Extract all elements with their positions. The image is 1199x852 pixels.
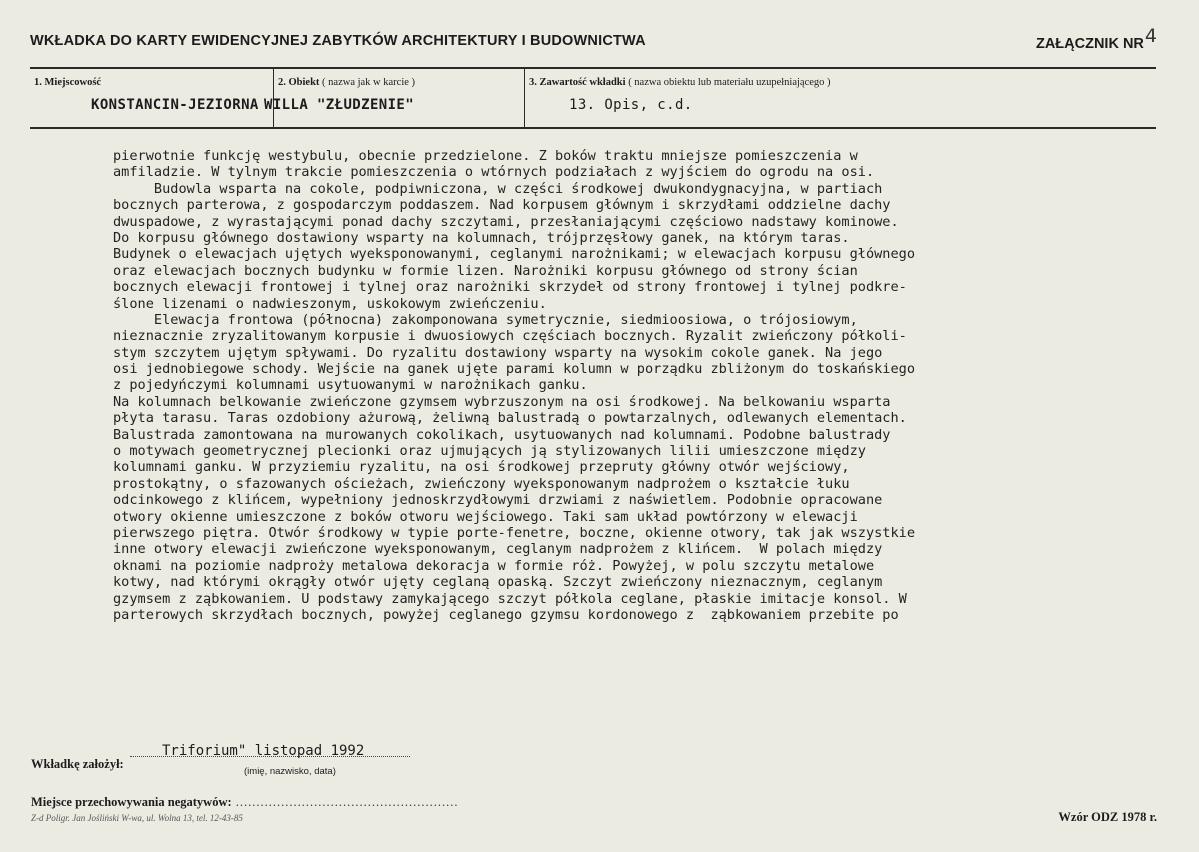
body-line: bocznych elewacji frontowej i tylnej oraz narożniki skrzydeł od strony frontowej i tylnej podkre- xyxy=(113,279,907,296)
object-note: ( nazwa jak w karcie ) xyxy=(322,77,416,88)
body-line: prostokątny, o sfazowanych ościeżach, zwieńczony wyeksponowanym nadprożem o kształcie łuku xyxy=(113,475,850,492)
body-line: oknami na poziomie nadproży metalowa dekoracja w formie róż. Powyżej, w polu szczytu metalowe xyxy=(113,557,875,574)
body-line: parterowych skrzydłach bocznych, powyżej ceglanego gzymsu kordonowego z ząbkowaniem przebite po xyxy=(113,606,899,623)
body-line: Do korpusu głównego dostawiony wsparty na kolumnach, trójprzęsłowy ganek, na którym taras. xyxy=(113,229,850,246)
author-label: Wkładkę założył: xyxy=(31,757,124,771)
header-fields-box xyxy=(30,67,1156,129)
body-line: osi jednobiegowe schody. Wejście na ganek ujęte parami kolumn w porządku zbliżonym do toskańskiego xyxy=(113,361,916,378)
body-line: nieznacznie zryzalitowanym korpusie i dwuosiowych częściach bocznych. Ryzalit zwieńczony półkoli- xyxy=(113,328,907,345)
body-line: Balustrada zamontowana na murowanych cokolikach, usytuowanych nad kolumnami. Podobne balustrady xyxy=(113,426,891,443)
body-line: ślone lizenami o nadwieszonym, uskokowym zwieńczeniu. xyxy=(113,295,547,312)
body-line: Na kolumnach belkowanie zwieńczone gzymsem wybrzuszonym na osi środkowej. Na belkowaniu wsparta xyxy=(113,393,891,410)
body-line: o motywach geometrycznej plecionki oraz ujmujących ją stylizowanych lilii umieszczone między xyxy=(113,443,866,460)
annex-handwritten-number: 4 xyxy=(1144,25,1157,47)
body-line: inne otwory elewacji zwieńczone wyeksponowanym, ceglanym nadprożem z klińcem. W polach między xyxy=(113,541,883,558)
description-body xyxy=(113,148,1113,623)
author-sublabel: (imię, nazwisko, data) xyxy=(244,766,336,777)
body-line: stym szczytem ujętym spływami. Do ryzalitu dostawiony wsparty na wysokim cokole ganek. Na jego xyxy=(113,344,883,361)
object-label: 2. Obiekt xyxy=(278,77,320,88)
body-line: oraz elewacjach bocznych budynku w formie lizen. Narożniki korpusu głównego od strony ścian xyxy=(113,262,858,279)
contents-label: 3. Zawartość wkładki xyxy=(529,77,626,88)
body-line: odcinkowego z klińcem, wypełniony jednoskrzydłowymi drzwiami z naświetlem. Podobnie opracowane xyxy=(113,492,883,509)
body-line: gzymsem z ząbkowaniem. U podstawy zamykającego szczyt półkola ceglane, płaskie imitacje konsol. W xyxy=(113,590,907,607)
body-line: amfiladzie. W tylnym trakcie pomieszczenia o wtórnych podziałach z wyjściem do ogrodu na osi. xyxy=(113,164,875,181)
body-line: Elewacja frontowa (północna) zakomponowana symetrycznie, siedmioosiowa, o trójosiowym, xyxy=(113,311,858,328)
body-line: dwuspadowe, z wyrastającymi ponad dachy szczytami, przesłaniającymi częściowo nadstawy kominowe. xyxy=(113,213,899,230)
contents-cell xyxy=(524,69,1157,127)
body-line: pierwotnie funkcję westybulu, obecnie przedzielone. Z boków traktu mniejsze pomieszczenia w xyxy=(113,148,858,164)
locality-cell xyxy=(30,69,272,127)
negatives-dotted-line: ...................................................... xyxy=(231,795,459,809)
body-line: Budynek o elewacjach ujętych wyeksponowanymi, ceglanymi narożnikami; w elewacjach korpusu głównego xyxy=(113,246,916,263)
annex-number xyxy=(1035,25,1157,53)
negatives-label: Miejsce przechowywania negatywów: xyxy=(31,795,232,809)
body-line: otwory okienne umieszczone z boków otworu wejściowego. Taki sam układ powtórzony w elewacji xyxy=(113,508,858,525)
locality-value: KONSTANCIN-JEZIORNA xyxy=(91,97,259,113)
annex-label: ZAŁĄCZNIK NR xyxy=(1035,36,1144,52)
model-label: Wzór ODZ 1978 r. xyxy=(1058,810,1157,824)
body-line: pierwszego piętra. Otwór środkowy w typie porte-fenetre, boczne, okienne otwory, tak jak wszystkie xyxy=(113,524,916,541)
object-value: WILLA "ZŁUDZENIE" xyxy=(264,97,415,113)
contents-note: ( nazwa obiektu lub materiału uzupełniającego ) xyxy=(628,77,831,88)
author-label-row xyxy=(31,757,124,772)
body-line: bocznych parterowa, z gospodarczym poddaszem. Nad korpusem głównym i skrzydłami oddzielne dachy xyxy=(113,197,891,214)
form-title: WKŁADKA DO KARTY EWIDENCYJNEJ ZABYTKÓW ARCHITEKTURY I BUDOWNICTWA xyxy=(30,33,646,49)
object-label-row xyxy=(278,77,415,88)
object-cell xyxy=(264,69,524,127)
contents-label-row xyxy=(529,77,831,88)
author-value: Triforium" listopad 1992 xyxy=(162,743,365,759)
body-line: płyta tarasu. Taras ozdobiony ażurową, żeliwną balustradą o powtarzalnych, odlewanych elementach. xyxy=(113,410,907,427)
body-line: kolumnami ganku. W przyziemiu ryzalitu, na osi środkowej przepruty główny otwór wejściowy, xyxy=(113,459,850,476)
contents-value: 13. Opis, c.d. xyxy=(569,97,693,113)
body-line: Budowla wsparta na cokole, podpiwniczona, w części środkowej dwukondygnacyjna, w partiach xyxy=(113,180,883,197)
negatives-label-row xyxy=(31,795,459,810)
body-line: z pojedyńczymi kolumnami usytuowanymi w narożnikach ganku. xyxy=(113,377,588,394)
locality-label: 1. Miejscowość xyxy=(34,77,102,88)
body-line: kotwy, nad którymi okrągły otwór ujęty ceglaną opaską. Szczyt zwieńczony nieznacznym, ceglanym xyxy=(113,574,883,591)
printer-note: Z-d Poligr. Jan Jośliński W-wa, ul. Wolna 13, tel. 12-43-85 xyxy=(31,813,243,823)
